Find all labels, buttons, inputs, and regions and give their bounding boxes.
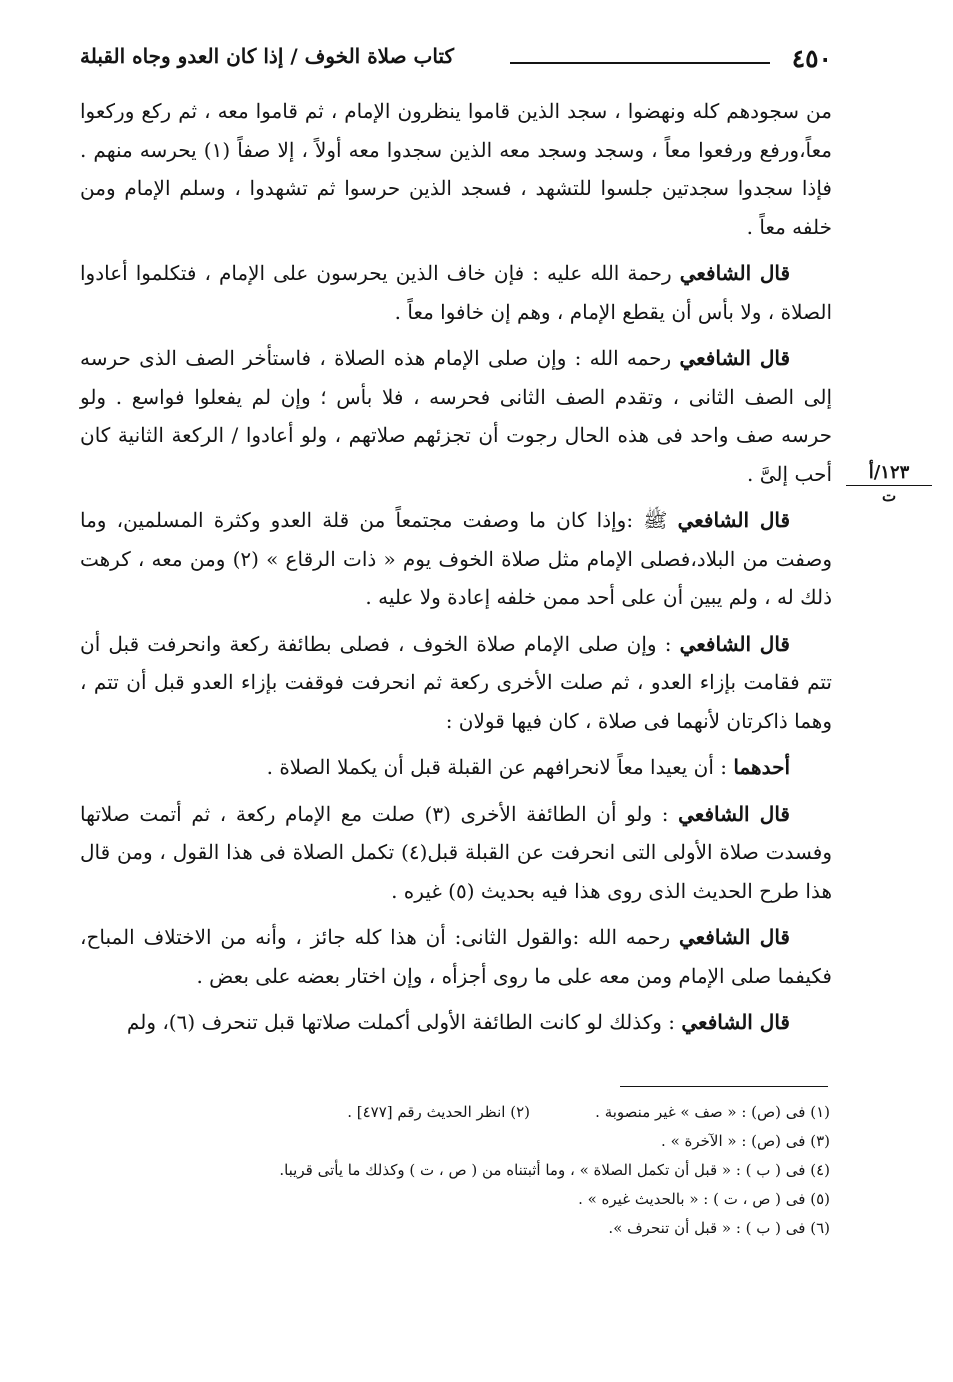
header-rule	[510, 62, 770, 64]
paragraph-3	[80, 339, 832, 493]
footnote-4: (٤) فى ( ب ) : « قبل أن تكمل الصلاة » ، وما أثبتناه من ( ص ، ت ) وكذلك ما يأتى قريبا.	[279, 1161, 830, 1179]
paragraph-9	[80, 1003, 832, 1042]
paragraph-text: : وكذلك لو كانت الطائفة الأولى أكملت صلاتها قبل تنحرف (٦)، ولم	[126, 1010, 676, 1034]
paragraph-speaker: قال الشافعي	[677, 508, 791, 532]
folio-number: ١٢٣/أ	[846, 462, 932, 486]
page-number: ٤٥٠	[791, 44, 832, 73]
paragraph-text: رحمه الله : وإن صلى الإمام هذه الصلاة ، فاستأخر الصف الذى حرسه إلى الصف الثانى ، وتقدم الصف الثانى فحرسه ، فلا بأس ؛ وإن لم يفعلوا فواسع . ولو حرسه صف واحد فى هذه الحال رجوت أن تجزئهم صلاتهم ، ولو أعادوا / الركعة الثانية كان أحب إلىَّ .	[80, 346, 832, 486]
paragraph-7	[80, 795, 832, 911]
footnote-row	[140, 1098, 830, 1127]
paragraph-speaker: قال الشافعي	[681, 1010, 790, 1034]
paragraph-5	[80, 625, 832, 741]
paragraph-text: : أن يعيدا معاً لانحرافهم عن القبلة قبل أن يكملا الصلاة .	[266, 755, 728, 779]
footnote-separator	[620, 1086, 828, 1087]
manuscript-folio-marker	[846, 462, 932, 506]
paragraph-text: : ولو أن الطائفة الأخرى (٣) صلت مع الإمام ركعة ، ثم أتمت صلاتها وفسدت صلاة الأولى التى انحرفت عن القبلة قبل(٤) تكمل الصلاة فى هذا القول ، ومن قال هذا طرح الحديث الذى روى هذا فيه بحديث (٥) غيره .	[80, 801, 833, 903]
paragraph-text: من سجودهم كله ونهضوا ، سجد الذين قاموا ينظرون الإمام ، ثم قاموا معه ، ثم ركع وركعوا معاً،ورفع ورفعوا معاً ، وسجد وسجد معه الذين سجدوا معه أولاً ، إلا صفاً (١) يحرسه منهم . فإذا سجدوا سجدتين جلسوا للتشهد ، فسجد الذين حرسوا ثم تشهدوا ، وسلم الإمام ومن خلفه معاً .	[80, 99, 832, 239]
footnote-row	[140, 1156, 830, 1185]
page-header	[80, 40, 832, 84]
footnote-row	[140, 1185, 830, 1214]
footnote-6: (٦) فى ( ب ) : « قبل أن تنحرف ».	[608, 1219, 830, 1237]
paragraph-text: رحمة الله عليه : فإن خاف الذين يحرسون على الإمام ، فتكلموا أعادوا الصلاة ، ولا بأس أن يقطع الإمام ، وهم إن خافوا معاً .	[80, 261, 832, 324]
paragraph-speaker: قال الشافعي	[679, 631, 790, 656]
paragraph-speaker: أحدهما	[733, 755, 790, 779]
running-title: كتاب صلاة الخوف / إذا كان العدو وجاه القبلة	[80, 44, 455, 68]
paragraph-speaker: قال الشافعي	[679, 261, 791, 285]
paragraph-1	[80, 92, 832, 246]
paragraph-speaker: قال الشافعي	[678, 925, 790, 949]
paragraph-4	[80, 501, 832, 617]
footnotes	[140, 1098, 830, 1243]
footnote-2: (٢) انظر الحديث رقم [٤٧٧] .	[347, 1103, 530, 1121]
footnote-5: (٥) فى ( ص ، ت ) : « بالحديث غيره » .	[578, 1190, 830, 1208]
paragraph-2	[80, 254, 832, 331]
paragraph-speaker: قال الشافعي	[679, 346, 791, 370]
footnote-1: (١) فى (ص) : « صف » غير منصوبة .	[595, 1103, 830, 1121]
manuscript-siglum: ت	[881, 487, 897, 505]
footnote-row	[140, 1214, 830, 1243]
paragraph-8	[80, 918, 832, 995]
paragraph-text: رحمه الله :والقول الثانى: أن هذا كله جائز ، وأنه من الاختلاف المباح، فكيفما صلى الإمام ومن معه على ما روى أجزأه ، وإن اختار بعضه على بعض .	[80, 925, 832, 988]
paragraph-6	[80, 748, 832, 787]
paragraph-text: : وإن صلى الإمام صلاة الخوف ، فصلى بطائفة ركعة وانحرفت قبل أن تتم فقامت بإزاء العدو ، ثم صلت الأخرى ركعة ثم انحرفت فوقفت بإزاء العدو قبل أن تتم ، وهما ذاكرتان لأنهما فى صلاة ، كان فيها قولان :	[80, 631, 832, 733]
footnote-3: (٣) فى (ص) : « الآخرة » .	[661, 1132, 830, 1150]
paragraph-text: ﷺ :وإذا كان ما وصفت مجتمعاً من قلة العدو وكثرة المسلمين، وما وصفت من البلاد،فصلى الإمام مثل صلاة الخوف يوم « ذات الرقاع » (٢) ومن معه ، كرهت ذلك له ، ولم يبين أن على أحد ممن خلفه إعادة ولا عليه .	[80, 508, 832, 609]
paragraph-speaker: قال الشافعي	[678, 801, 790, 826]
body-text	[80, 92, 832, 1050]
footnote-row	[140, 1127, 830, 1156]
